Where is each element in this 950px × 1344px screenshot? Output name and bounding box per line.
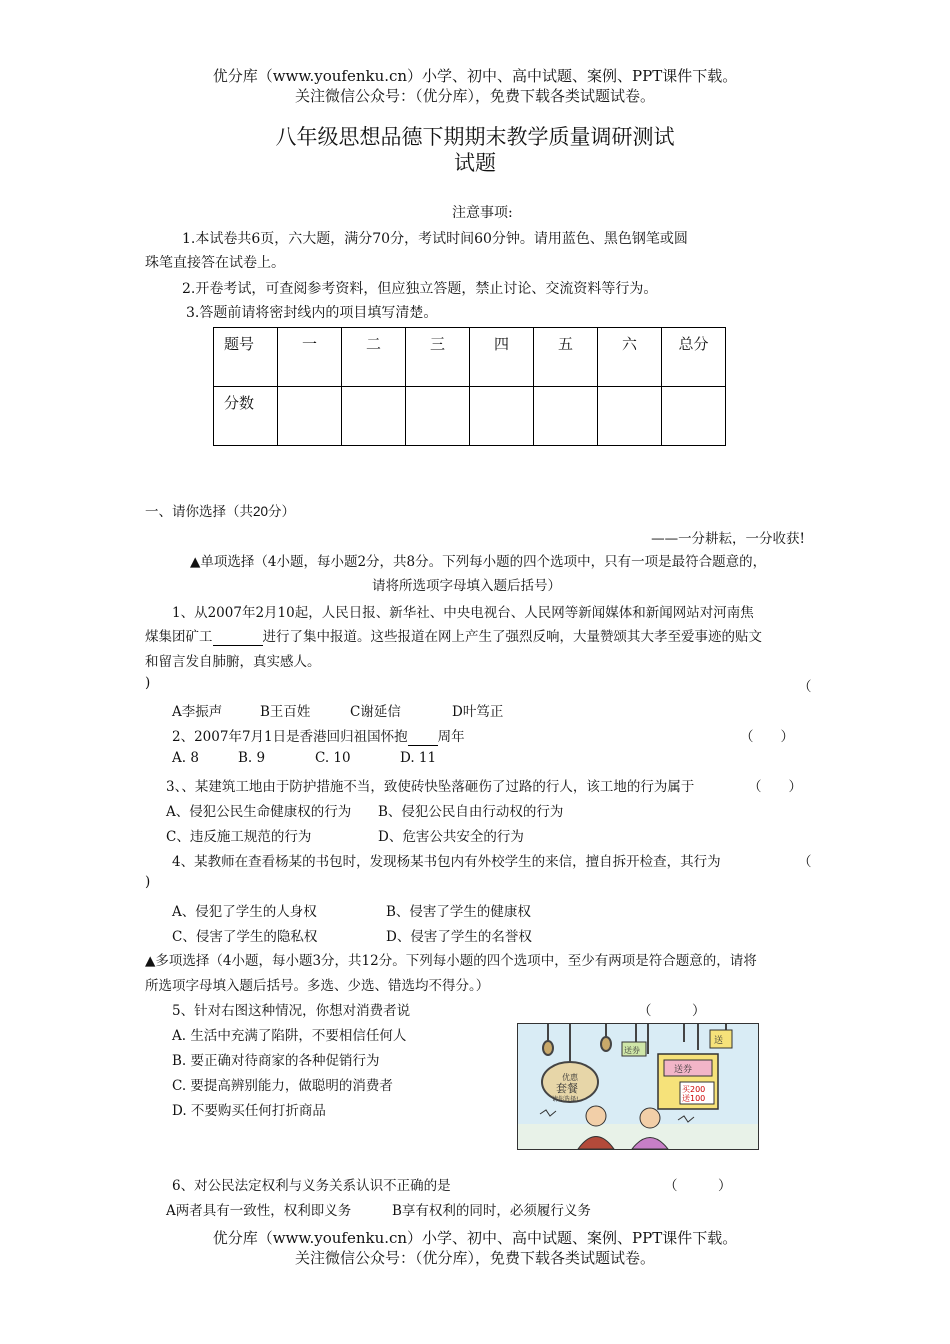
question-2-text-pre: 2、2007年7月1日是香港回归祖国怀抱 — [172, 729, 408, 745]
answer-blank[interactable] — [213, 629, 263, 646]
question-2-text-post: 周年 — [437, 729, 465, 745]
q5-option-a: A. 生活中充满了陷阱，不要相信任何人 — [172, 1028, 407, 1044]
cartoon-sign-text: 请你选择! — [552, 1096, 579, 1103]
q3-option-b: B、侵犯公民自由行动权的行为 — [378, 804, 564, 820]
question-1-text-pre: 煤集团矿工 — [145, 629, 213, 645]
q2-option-d: D. 11 — [400, 750, 437, 766]
q1-option-d: D叶笃正 — [452, 704, 504, 720]
answer-blank[interactable] — [408, 729, 438, 746]
section-1-heading: 一、请你选择（共20分） — [145, 504, 296, 519]
answer-paren[interactable]: （ ） — [748, 779, 802, 795]
q3-option-d: D、危害公共安全的行为 — [378, 829, 524, 845]
question-1-line-2 — [145, 625, 762, 646]
header-line-2: 关注微信公众号：（优分库），免费下载各类试题试卷。 — [294, 87, 655, 105]
q4-option-c: C、侵害了学生的隐私权 — [172, 929, 318, 945]
question-1: 1、从2007年2月10起，人民日报、新华社、中央电视台、人民网等新闻媒体和新闻网站对河南焦 — [172, 605, 754, 621]
q5-option-b: B. 要正确对待商家的各种促销行为 — [172, 1053, 380, 1069]
q2-option-a: A. 8 — [172, 750, 199, 766]
answer-paren[interactable]: （ ） — [740, 729, 794, 745]
q1-option-b: B王百姓 — [260, 704, 311, 720]
score-header-cell: 总分 — [662, 328, 726, 387]
score-header-cell: 一 — [278, 328, 342, 387]
q1-option-a: A李振声 — [172, 704, 223, 720]
q1-option-c: C谢延信 — [350, 704, 401, 720]
q5-option-d: D. 不要购买任何打折商品 — [172, 1103, 326, 1119]
notice-item-1: 1.本试卷共6页，六大题，满分70分，考试时间60分钟。请用蓝色、黑色钢笔或圆 — [182, 231, 688, 247]
question-2 — [172, 725, 465, 746]
q6-option-a: A两者具有一致性，权利即义务 — [166, 1203, 352, 1219]
cartoon-sign-text: 套餐 — [556, 1082, 578, 1095]
q4-option-b: B、侵害了学生的健康权 — [386, 904, 531, 920]
score-cell[interactable] — [342, 387, 406, 446]
score-table-header-row — [214, 328, 726, 387]
answer-paren-open[interactable]: （ — [798, 854, 812, 870]
single-choice-intro: ▲单项选择（4小题，每小题2分，共8分。下列每小题的四个选项中，只有一项是最符合题意的， — [190, 554, 767, 570]
question-1-line-3: 和留言发自肺腑，真实感人。 — [145, 654, 321, 670]
q5-option-c: C. 要提高辨别能力，做聪明的消费者 — [172, 1078, 393, 1094]
notice-item-1-cont: 珠笔直接答在试卷上。 — [145, 255, 285, 271]
score-cell[interactable] — [598, 387, 662, 446]
page-subtitle: 试题 — [454, 151, 496, 175]
score-header-cell: 三 — [406, 328, 470, 387]
cartoon-sign-text: 送100 — [682, 1094, 706, 1103]
question-6: 6、对公民法定权利与义务关系认识不正确的是 — [172, 1178, 451, 1194]
q2-option-b: B. 9 — [238, 750, 266, 766]
score-cell[interactable] — [406, 387, 470, 446]
score-row-label: 分数 — [214, 387, 278, 446]
multi-choice-intro: ▲多项选择（4小题，每小题3分，共12分。下列每小题的四个选项中，至少有两项是符合题意的，请将 — [145, 953, 757, 969]
score-header-cell: 五 — [534, 328, 598, 387]
question-1-text-post: 进行了集中报道。这些报道在网上产生了强烈反响，大量赞颂其大孝至爱事迹的贴文 — [262, 629, 762, 645]
q2-option-c: C. 10 — [315, 750, 351, 766]
cartoon-sign-text: 送券 — [624, 1046, 640, 1055]
footer-line-1: 优分库（www.youfenku.cn）小学、初中、高中试题、案例、PPT课件下载。 — [212, 1229, 738, 1247]
q4-option-a: A、侵犯了学生的人身权 — [172, 904, 317, 920]
score-header-cell: 题号 — [214, 328, 278, 387]
cartoon-sign-text: 送券 — [674, 1065, 693, 1075]
cartoon-svg — [518, 1024, 758, 1149]
page-title: 八年级思想品德下期期末教学质量调研测试 — [275, 125, 675, 149]
score-cell[interactable] — [662, 387, 726, 446]
answer-paren[interactable]: （ ） — [638, 1003, 706, 1019]
notice-item-3: 3.答题前请将密封线内的项目填写清楚。 — [186, 305, 438, 321]
score-cell[interactable] — [534, 387, 598, 446]
cartoon-sign-text: 优惠 — [562, 1073, 578, 1082]
answer-paren-open[interactable]: （ — [798, 679, 812, 695]
score-header-cell: 六 — [598, 328, 662, 387]
section-1-motto: ——一分耕耘，一分收获! — [651, 531, 805, 547]
question-3: 3、、某建筑工地由于防护措施不当，致使砖快坠落砸伤了过路的行人，该工地的行为属于 — [166, 779, 695, 795]
notice-item-2: 2.开卷考试，可查阅参考资料，但应独立答题，禁止讨论、交流资料等行为。 — [182, 281, 658, 297]
score-table — [213, 327, 726, 446]
answer-paren[interactable]: （ ） — [664, 1178, 732, 1194]
q3-option-c: C、违反施工规范的行为 — [166, 829, 312, 845]
score-header-cell: 四 — [470, 328, 534, 387]
score-cell[interactable] — [470, 387, 534, 446]
question-4: 4、某教师在查看杨某的书包时，发现杨某书包内有外校学生的来信，擅自拆开检查，其行为 — [172, 854, 721, 870]
answer-paren-close: ) — [145, 675, 151, 691]
header-line-1: 优分库（www.youfenku.cn）小学、初中、高中试题、案例、PPT课件下载。 — [212, 67, 738, 85]
footer-line-2: 关注微信公众号：（优分库），免费下载各类试题试卷。 — [294, 1249, 655, 1267]
cartoon-sign-text: 买200 — [682, 1085, 706, 1094]
score-header-cell: 二 — [342, 328, 406, 387]
score-table-score-row — [214, 387, 726, 446]
score-cell[interactable] — [278, 387, 342, 446]
question-5: 5、针对右图这种情况，你想对消费者说 — [172, 1003, 411, 1019]
q3-option-a: A、侵犯公民生命健康权的行为 — [166, 804, 352, 820]
q6-option-b: B享有权利的同时，必须履行义务 — [392, 1203, 591, 1219]
answer-paren-close: ) — [145, 874, 151, 890]
cartoon-image — [517, 1023, 759, 1150]
single-choice-intro-cont: 请将所选项字母填入题后括号） — [372, 578, 561, 594]
q4-option-d: D、侵害了学生的名誉权 — [386, 929, 532, 945]
multi-choice-intro-cont: 所选项字母填入题后括号。多选、少选、错选均不得分。） — [145, 978, 490, 994]
cartoon-sign-text: 送 — [714, 1036, 724, 1046]
notice-heading: 注意事项: — [452, 205, 513, 221]
